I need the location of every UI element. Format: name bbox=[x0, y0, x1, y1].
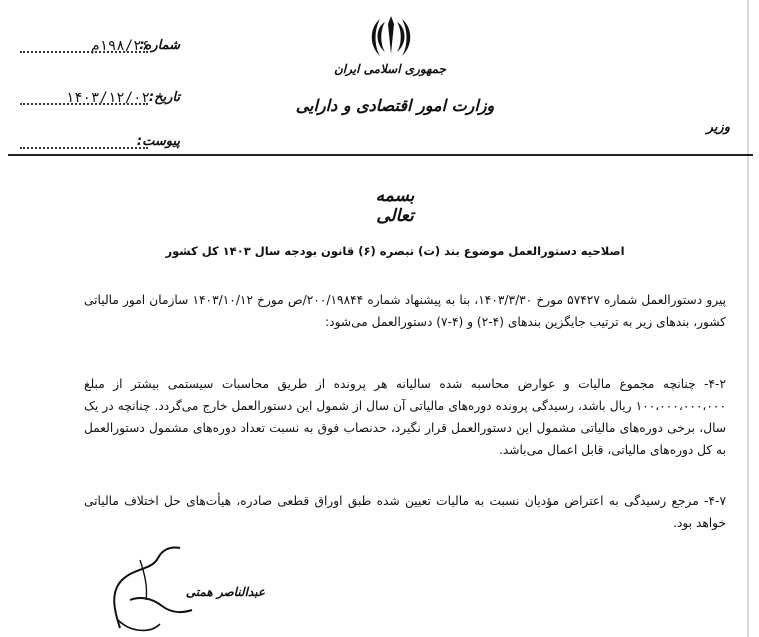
minister-label: وزیر bbox=[706, 120, 730, 135]
date-field bbox=[20, 90, 180, 114]
number-value: ۱۹۸/۲۶م bbox=[90, 38, 150, 54]
header-divider bbox=[8, 154, 753, 156]
basmala: بسمه تعالی bbox=[375, 186, 415, 226]
date-dots bbox=[20, 103, 148, 105]
number-field bbox=[20, 38, 180, 62]
number-dots bbox=[20, 51, 148, 53]
paragraph-4-7: ۴-۷- مرجع رسیدگی به اعتراض مؤدیان نسبت به مالیات تعیین شده طبق اوراق قطعی صادره، هیأت‌های حل اختلاف مالیاتی خواهد بود. bbox=[84, 494, 726, 530]
signer-name: عبدالناصر همتی bbox=[185, 585, 265, 599]
date-label: تاریخ: bbox=[148, 90, 180, 105]
subject-line: اصلاحیه دستورالعمل موضوع بند (ت) تبصره (۶) قانون بودجه سال ۱۴۰۳ کل کشور bbox=[165, 244, 625, 258]
government-title: جمهوری اسلامی ایران bbox=[333, 62, 447, 76]
paragraph-intro: پیرو دستورالعمل شماره ۵۷۴۲۷ مورخ ۱۴۰۳/۳/۳۰، بنا به پیشنهاد شماره ۲۰۰/۱۹۸۴۴/ص مورخ ۱۴۰۳/۱۰/۱۲ سازمان امور مالیاتی کشور، بندهای زیر به ترتیب جایگزین بندهای (۴-۲) و (۴-۷) دستورالعمل می‌شود: bbox=[84, 293, 727, 329]
ministry-title: وزارت امور اقتصادی و دارایی bbox=[295, 96, 495, 115]
page-edge bbox=[747, 0, 749, 637]
paragraph-4-2: ۴-۲- چنانچه مجموع مالیات و عوارض محاسبه شده سالیانه هر پرونده از طریق محاسبات سیستمی بیشتر از مبلغ ۱۰۰،۰۰۰،۰۰۰،۰۰۰ ریال باشد، رسیدگی پرونده دوره‌های مالیاتی آن سال از شمول این دستورالعمل خارج می‌گردد. چنانچه در یک سال، برخی دوره‌های مالیاتی مشمول این دستورالعمل قرار نگیرد، حدنصاب فوق به نسبت تعداد دوره‌های مشمول دستورالعمل به کل دوره‌های مالیاتی، قابل اعمال می‌باشد. bbox=[84, 377, 726, 457]
iran-emblem-icon bbox=[371, 14, 411, 58]
attachment-label: پیوست: bbox=[136, 134, 180, 149]
attachment-dots bbox=[20, 147, 148, 149]
date-value: ۱۴۰۳/۱۲/۰۲ bbox=[65, 90, 150, 106]
number-label: شماره: bbox=[139, 38, 180, 53]
